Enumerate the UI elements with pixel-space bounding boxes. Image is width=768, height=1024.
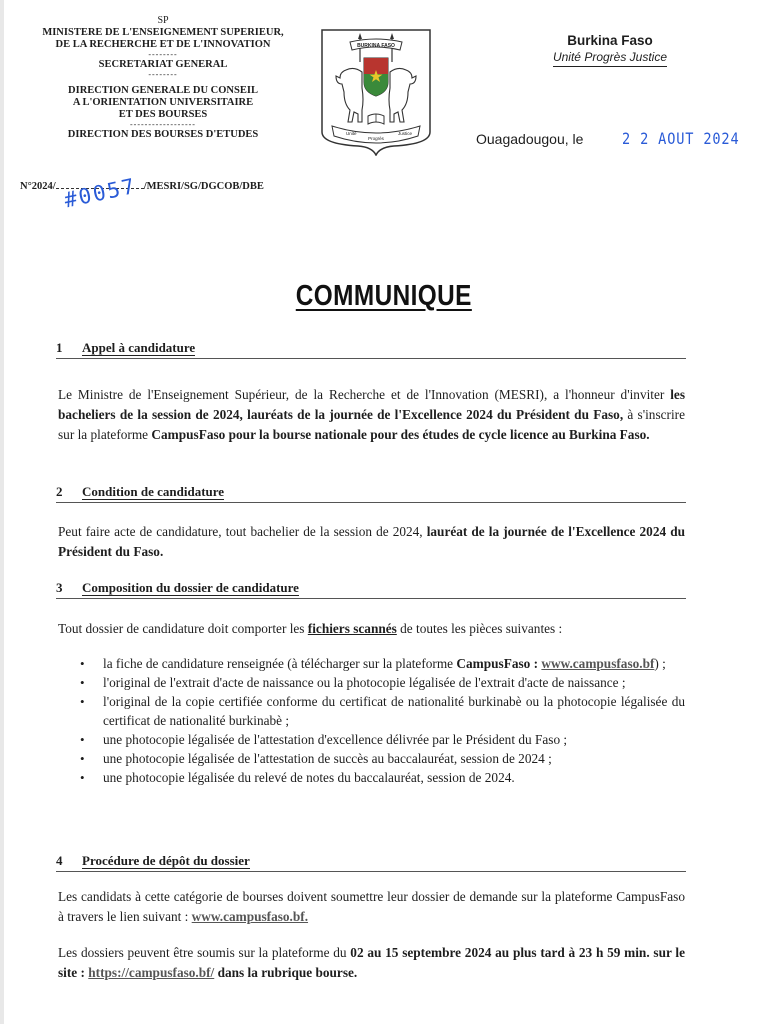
ministry-header <box>18 15 308 141</box>
section-4-body <box>58 887 685 927</box>
body-text-bold: CampusFaso pour la bourse nationale pour des études de cycle licence au Burkina Faso. <box>151 427 650 442</box>
list-item <box>80 654 685 673</box>
direction-generale-line-1: DIRECTION GENERALE DU CONSEIL <box>68 85 258 96</box>
body-text-bold: 02 au 15 septembre 2024 au plus tard à 23 h 59 min. sur le site : <box>58 945 685 980</box>
country-motto: Unité Progrès Justice <box>553 50 667 67</box>
reference-stamp: #0057 <box>62 173 139 213</box>
seal-motto-center: Progrès <box>368 136 384 141</box>
reference-suffix: /MESRI/SG/DGCOB/DBE <box>143 181 264 192</box>
section-number: 3 <box>56 580 63 595</box>
list-item <box>80 749 685 768</box>
reference-number <box>20 179 264 192</box>
list-item <box>80 673 685 692</box>
ministry-line-1: MINISTERE DE L'ENSEIGNEMENT SUPERIEUR, <box>42 27 284 38</box>
list-item <box>80 768 685 787</box>
body-text: à s'inscrire sur la plateforme <box>58 407 685 442</box>
campusfaso-link[interactable]: www.campusfaso.bf. <box>191 909 309 924</box>
coat-of-arms-seal <box>320 28 432 156</box>
campusfaso-url-link[interactable]: https://campusfaso.bf/ <box>88 965 215 980</box>
item-text: ) ; <box>654 656 666 671</box>
section-1-heading <box>56 340 686 359</box>
body-text: Peut faire acte de candidature, tout bachelier de la session de 2024, <box>58 524 427 539</box>
body-text: Tout dossier de candidature doit comporter les <box>58 621 308 636</box>
item-text: une photocopie légalisée du relevé de notes du baccalauréat, session de 2024. <box>103 770 515 785</box>
section-label: Composition du dossier de candidature <box>82 580 299 595</box>
section-4-heading <box>56 853 686 872</box>
list-item <box>80 692 685 730</box>
item-text: une photocopie légalisée de l'attestation d'excellence délivrée par le Président du Faso ; <box>103 732 568 747</box>
item-text-bold: CampusFaso : <box>456 656 539 671</box>
section-label: Procédure de dépôt du dossier <box>82 853 250 868</box>
document-title-wrap <box>0 280 768 313</box>
body-text-bold: dans la rubrique bourse. <box>214 965 358 980</box>
body-text: Le Ministre de l'Enseignement Supérieur, de la Recherche et de l'Innovation (MESRI), a l'honneur d'inviter <box>58 387 671 402</box>
seal-motto-left: Unité <box>346 131 357 136</box>
required-documents-list <box>80 654 685 787</box>
section-3-intro <box>58 619 685 639</box>
campusfaso-link[interactable]: www.campusfaso.bf <box>541 656 655 671</box>
ministry-line-2: DE LA RECHERCHE ET DE L'INNOVATION <box>55 39 271 50</box>
list-item <box>80 730 685 749</box>
header-sp: SP <box>157 15 169 26</box>
section-3-heading <box>56 580 686 599</box>
direction-generale-line-2: A L'ORIENTATION UNIVERSITAIRE <box>72 97 254 108</box>
body-text-bold: les bacheliers de la session de 2024, lauréats de la journée de l'Excellence 2024 du Président du Faso, <box>58 387 685 422</box>
section-number: 4 <box>56 853 63 868</box>
separator: ------------------ <box>130 120 196 129</box>
section-number: 2 <box>56 484 63 499</box>
seal-motto-right: Justice <box>398 131 413 136</box>
country-block <box>520 33 700 67</box>
direction-generale-line-3: ET DES BOURSES <box>118 109 208 120</box>
body-text-bold-underlined: fichiers scannés <box>307 621 397 636</box>
body-text: Les candidats à cette catégorie de bourses doivent soumettre leur dossier de demande sur la plateforme CampusFaso à travers le lien suivant : <box>58 889 685 924</box>
separator: -------- <box>148 70 178 79</box>
date-stamp: 2 2 AOUT 2024 <box>622 129 740 148</box>
country-name: Burkina Faso <box>567 33 653 48</box>
section-label: Condition de candidature <box>82 484 225 499</box>
section-number: 1 <box>56 340 63 355</box>
scan-edge <box>0 0 4 1024</box>
item-text: l'original de l'extrait d'acte de naissance ou la photocopie légalisée de l'extrait d'acte de naissance ; <box>103 675 626 690</box>
section-label: Appel à candidature <box>82 340 196 355</box>
item-text: la fiche de candidature renseignée (à télécharger sur la plateforme <box>103 656 457 671</box>
section-1-body <box>58 385 685 445</box>
direction-bourses: DIRECTION DES BOURSES D'ETUDES <box>67 129 259 140</box>
section-4-deadline <box>58 943 685 983</box>
seal-banner-text: BURKINA FASO <box>357 43 395 49</box>
section-2-heading <box>56 484 686 503</box>
section-2-body <box>58 522 685 562</box>
body-text: de toutes les pièces suivantes : <box>396 621 563 636</box>
document-title: COMMUNIQUE <box>295 280 473 312</box>
body-text-bold: lauréat de la journée de l'Excellence 2024 du Président du Faso. <box>58 524 685 559</box>
reference-prefix: N°2024/ <box>20 181 56 192</box>
item-text: une photocopie légalisée de l'attestation de succès au baccalauréat, session de 2024 ; <box>103 751 552 766</box>
item-text: l'original de la copie certifiée conforme du certificat de nationalité burkinabè ou la photocopie légalisée du certificat de nationalité burkinabè ; <box>103 694 685 728</box>
separator: -------- <box>148 50 178 59</box>
secretariat-general: SECRETARIAT GENERAL <box>98 59 228 70</box>
place-label: Ouagadougou, le <box>476 131 584 147</box>
body-text: Les dossiers peuvent être soumis sur la plateforme du <box>58 945 351 960</box>
